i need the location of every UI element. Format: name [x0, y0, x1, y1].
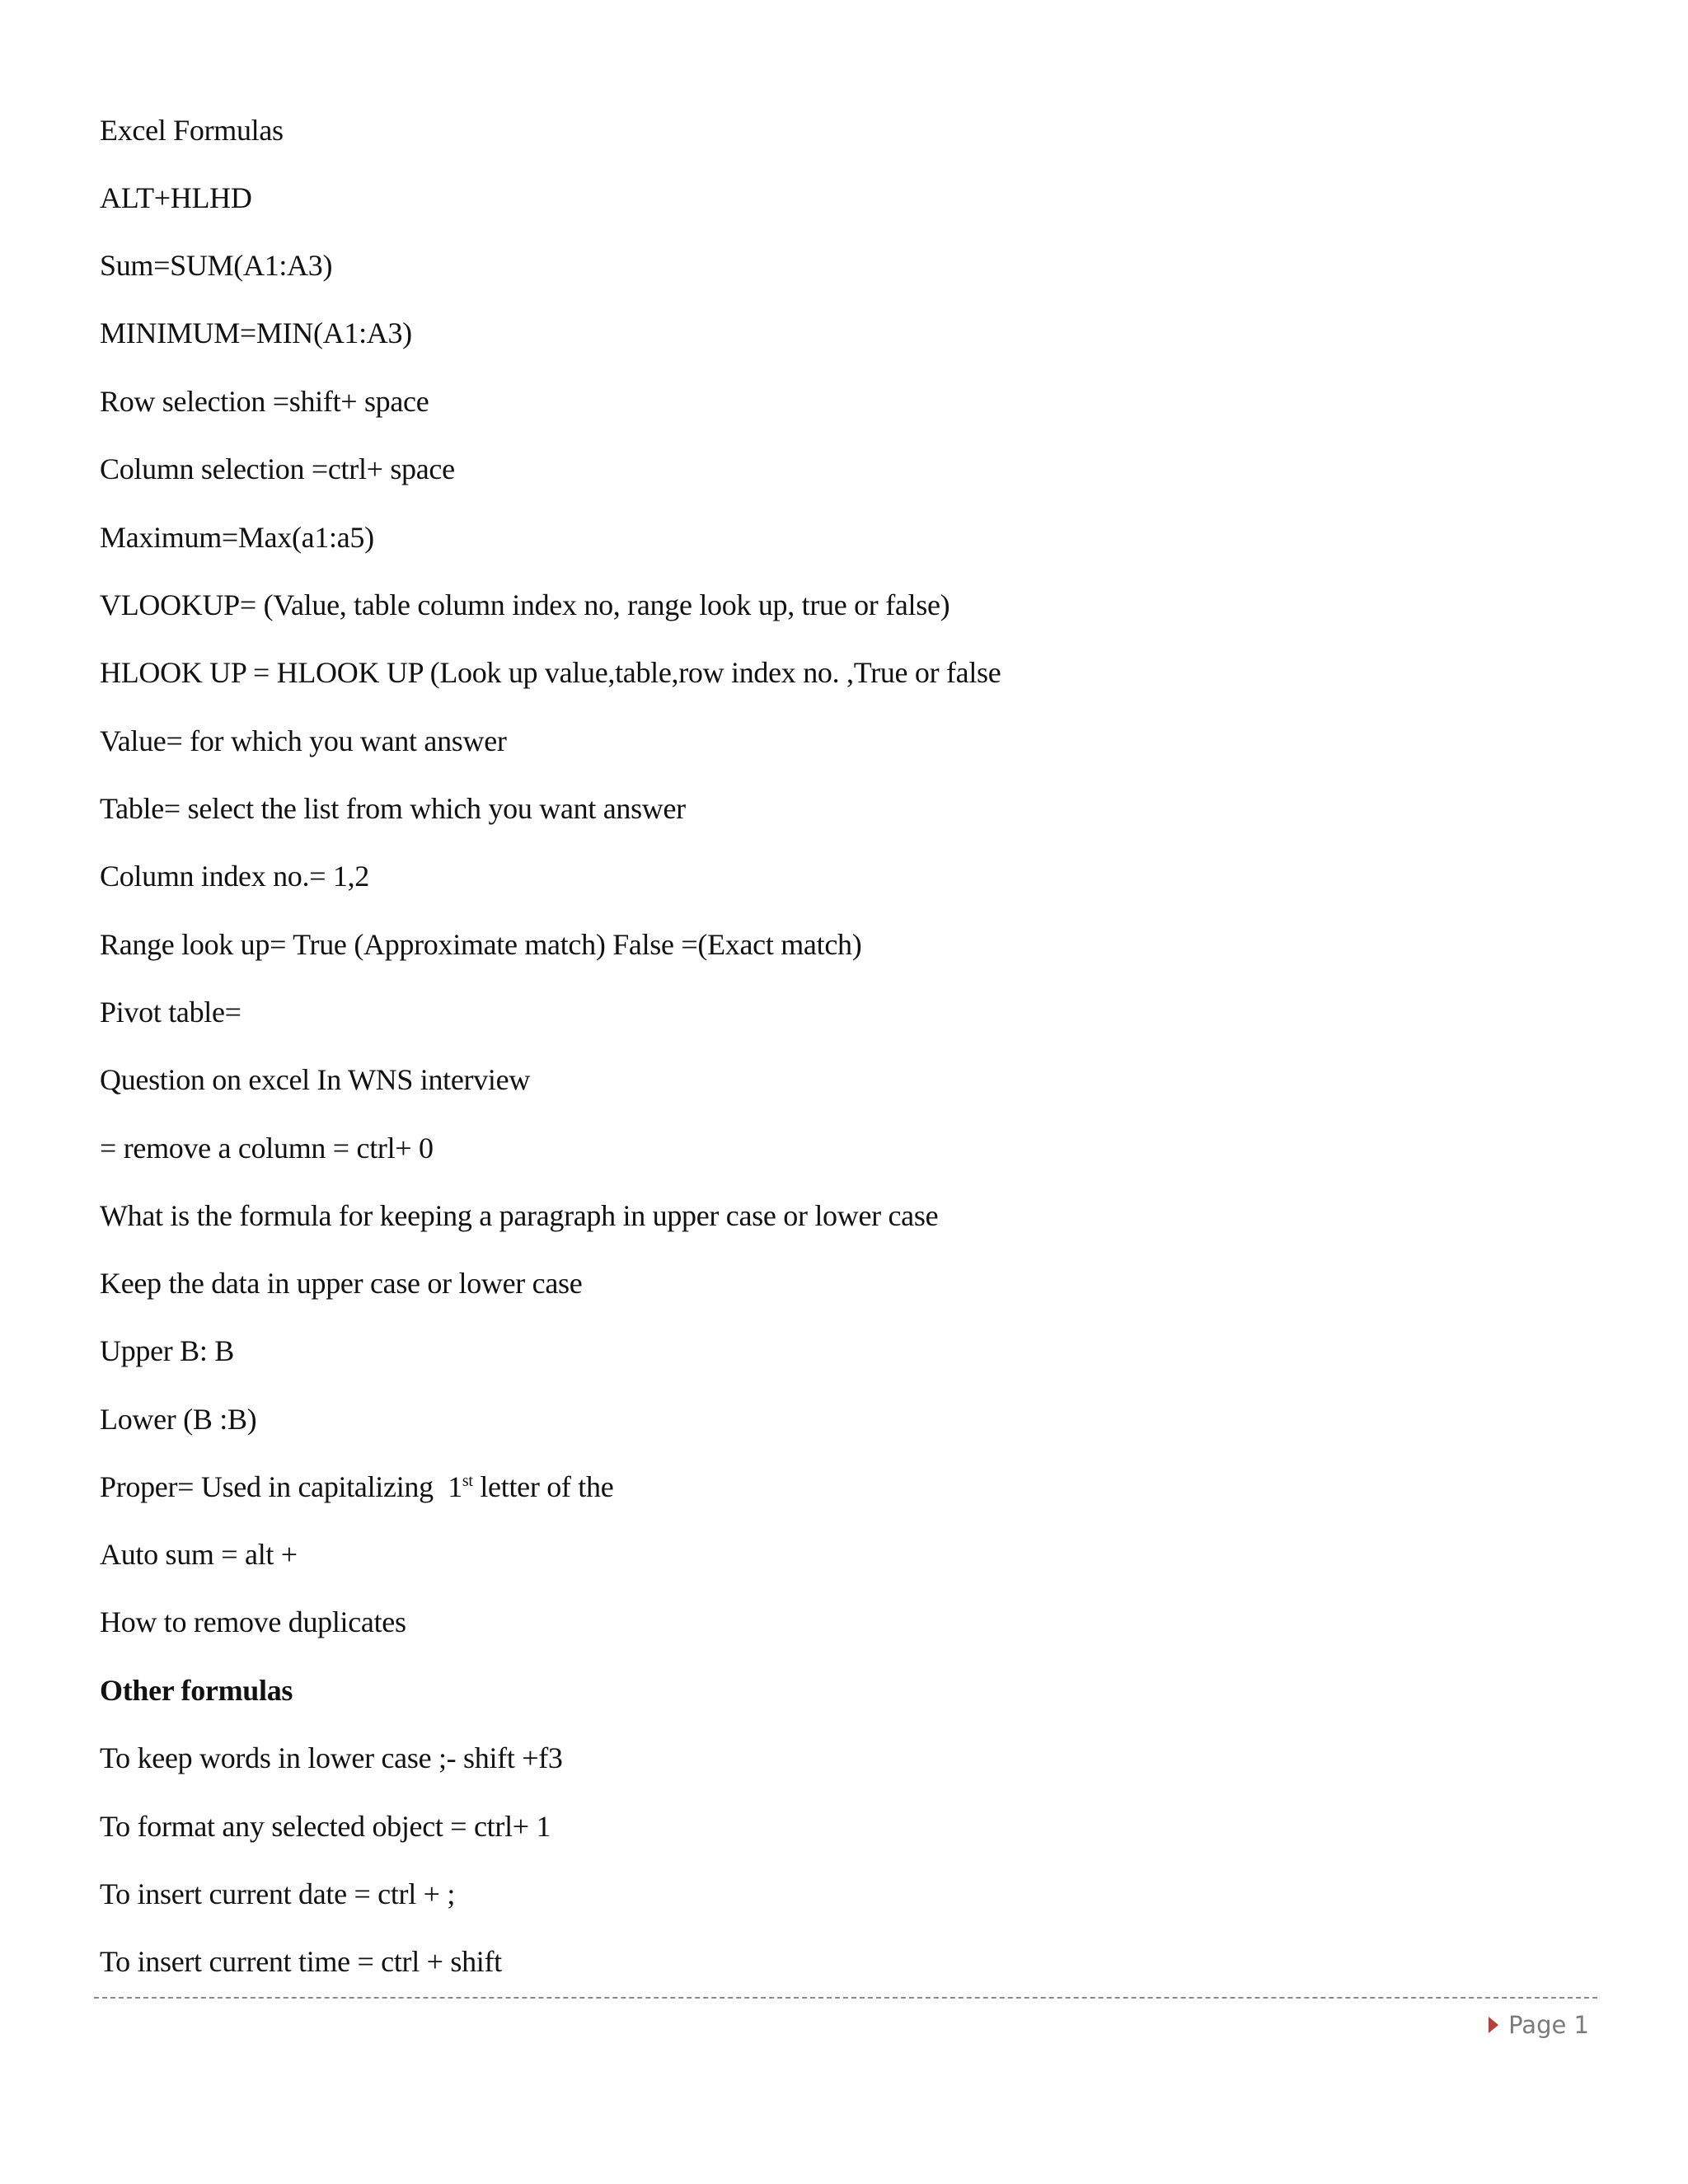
document-title: Excel Formulas — [100, 114, 284, 147]
proper-text-after: letter of the — [472, 1470, 614, 1503]
text-line-proper — [100, 1469, 613, 1505]
triangle-right-icon — [1489, 2017, 1498, 2033]
text-line: Sum=SUM(A1:A3) — [100, 249, 333, 282]
text-line: To format any selected object = ctrl+ 1 — [100, 1810, 551, 1843]
proper-text-before: Proper= Used in capitalizing 1 — [100, 1470, 462, 1503]
text-line: Range look up= True (Approximate match) False =(Exact match) — [100, 928, 862, 961]
page-number-label: Page 1 — [1508, 2011, 1589, 2039]
text-line: Auto sum = alt + — [100, 1538, 298, 1571]
ordinal-superscript: st — [462, 1472, 473, 1490]
text-line: Question on excel In WNS interview — [100, 1063, 531, 1096]
text-line: Maximum=Max(a1:a5) — [100, 521, 374, 554]
text-line: What is the formula for keeping a paragraph in upper case or lower case — [100, 1199, 939, 1232]
text-line: Value= for which you want answer — [100, 724, 507, 757]
text-line: Lower (B :B) — [100, 1403, 257, 1436]
page-number — [1489, 2011, 1589, 2039]
text-line: Table= select the list from which you want answer — [100, 792, 686, 825]
text-line: Keep the data in upper case or lower case — [100, 1267, 583, 1300]
text-line: MINIMUM=MIN(A1:A3) — [100, 316, 412, 349]
text-line: To insert current time = ctrl + shift — [100, 1945, 502, 1978]
text-line: Pivot table= — [100, 996, 241, 1029]
text-line: ALT+HLHD — [100, 181, 252, 214]
footer-divider — [94, 1997, 1597, 1999]
text-line: Upper B: B — [100, 1334, 234, 1367]
text-line: Column selection =ctrl+ space — [100, 452, 455, 485]
text-line: Row selection =shift+ space — [100, 385, 429, 418]
text-line: How to remove duplicates — [100, 1605, 406, 1638]
text-line: VLOOKUP= (Value, table column index no, range look up, true or false) — [100, 588, 950, 621]
text-line: To insert current date = ctrl + ; — [100, 1877, 456, 1910]
section-heading: Other formulas — [100, 1674, 293, 1707]
text-line: HLOOK UP = HLOOK UP (Look up value,table,row index no. ,True or false — [100, 656, 1001, 689]
text-line: Column index no.= 1,2 — [100, 860, 369, 893]
text-line: To keep words in lower case ;- shift +f3 — [100, 1741, 563, 1774]
text-line: = remove a column = ctrl+ 0 — [100, 1132, 434, 1165]
